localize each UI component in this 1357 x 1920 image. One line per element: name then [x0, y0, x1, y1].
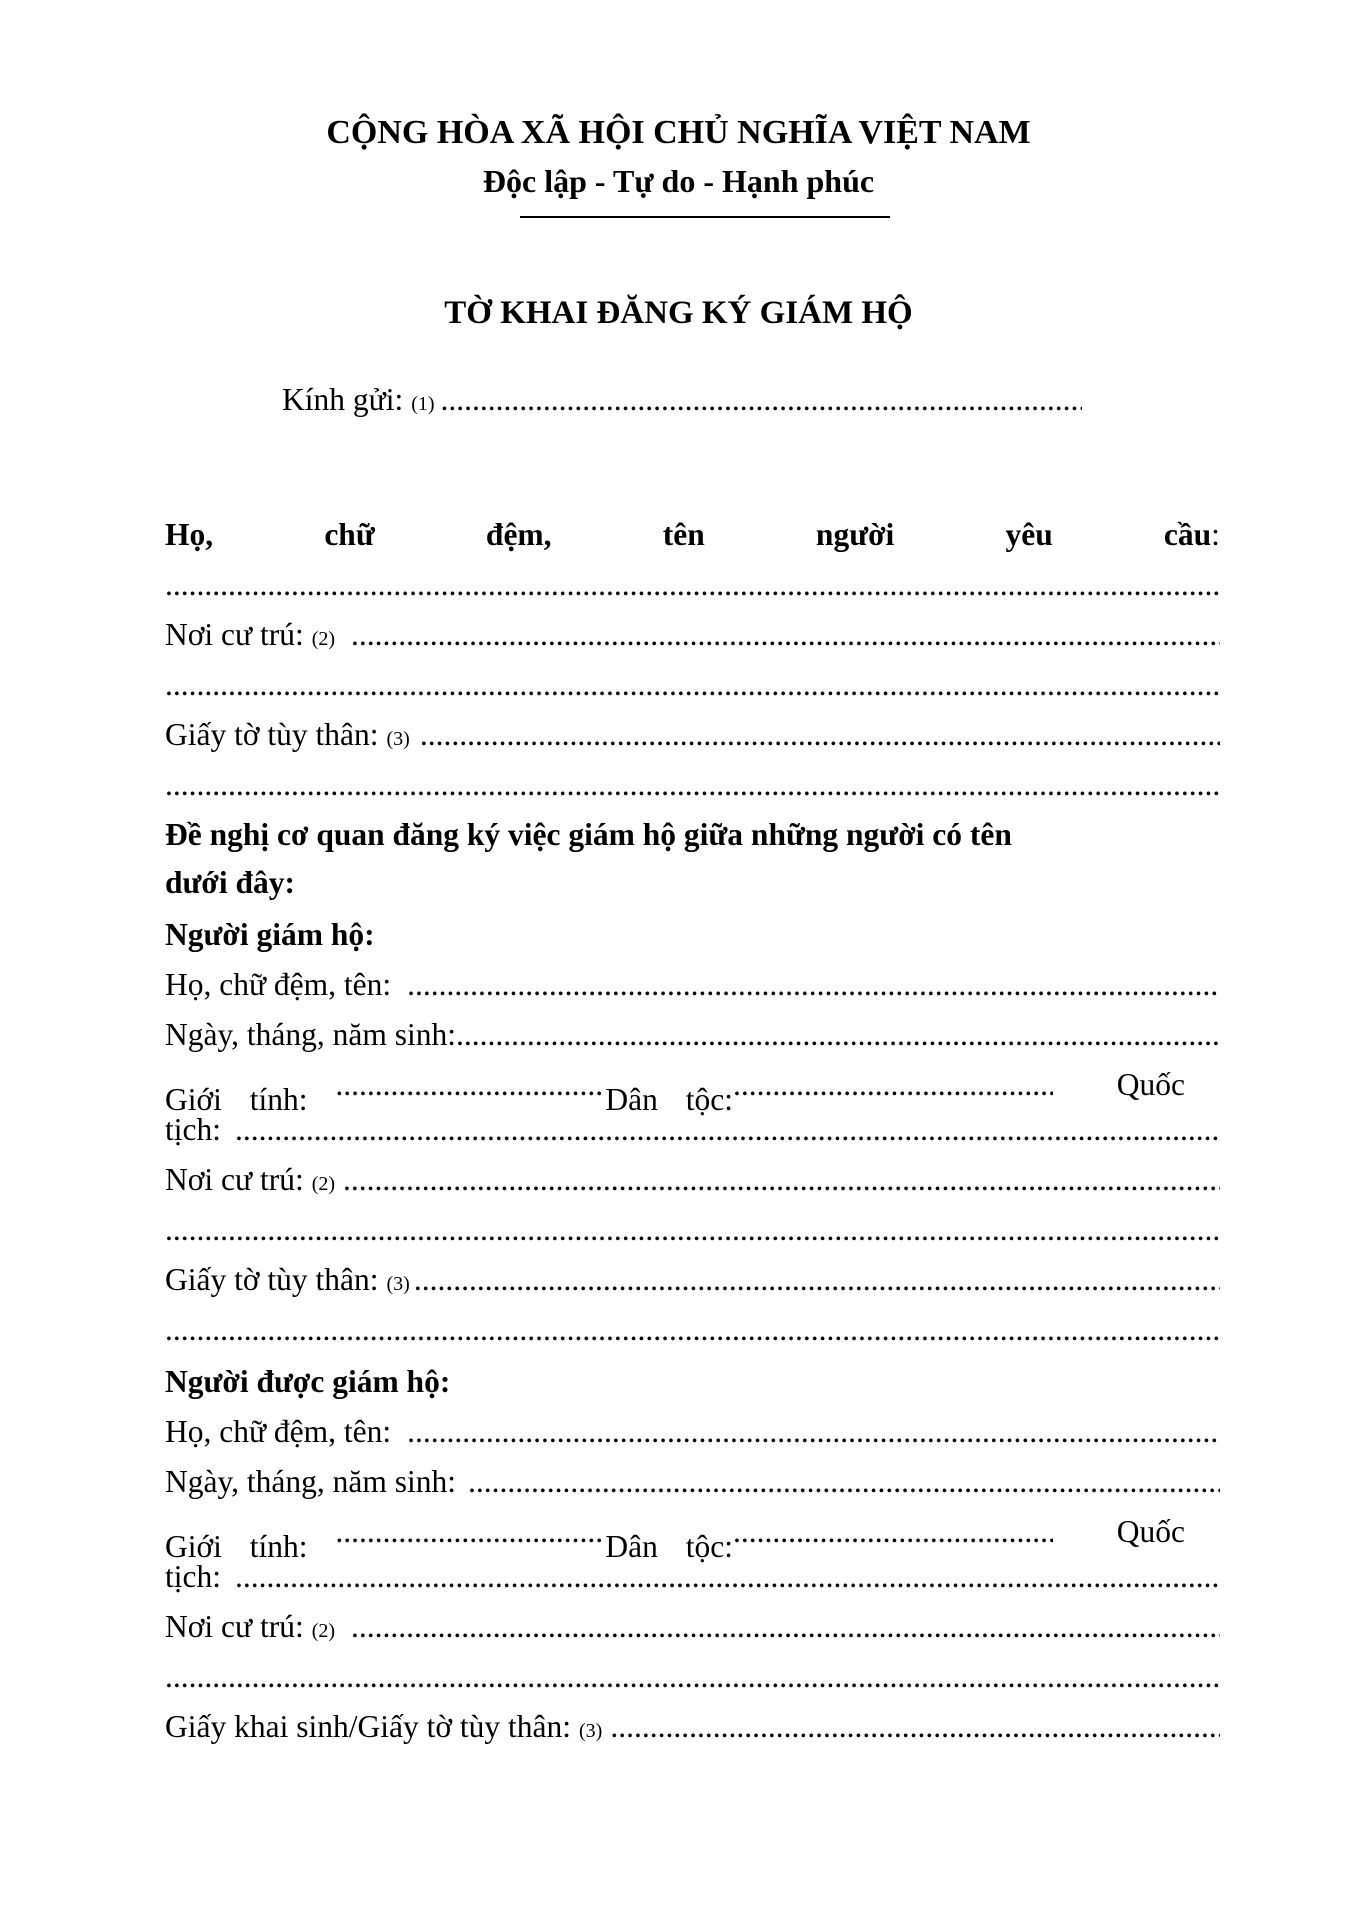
country-name: CỘNG HÒA XÃ HỘI CHỦ NGHĨA VIỆT NAM — [326, 114, 1031, 151]
recipient-line: Kính gửi: (1) ..... — [282, 375, 1082, 425]
recipient-field[interactable] — [441, 375, 1082, 425]
ward-residence-label: Nơi cư trú: — [165, 1609, 304, 1644]
ward-residence-field[interactable] — [351, 1602, 1220, 1652]
ward-ethnicity-label: Dân tộc: — [605, 1529, 734, 1564]
ward-gender-label: Giới tính: — [165, 1529, 308, 1564]
ward-id-row: Giấy khai sinh/Giấy tờ tùy thân: (3) ..... — [165, 1702, 1220, 1752]
guardian-nationality-row — [165, 1105, 1220, 1155]
name-word: Họ, — [165, 517, 214, 552]
requester-residence-cont-row — [165, 660, 1220, 710]
guardian-residence-field-2[interactable] — [165, 1205, 1220, 1255]
ward-nationality-label: Quốc — [1116, 1514, 1185, 1549]
ward-gender-field[interactable] — [335, 1507, 605, 1557]
guardian-nationality-field[interactable] — [235, 1105, 1220, 1155]
guardian-id-cont-row — [165, 1305, 1220, 1355]
name-word: chữ — [324, 517, 375, 552]
requester-residence-field-2[interactable] — [165, 660, 1220, 710]
requester-name-field[interactable] — [165, 560, 1220, 610]
guardian-gender-field[interactable] — [335, 1060, 605, 1110]
guardian-dob-row — [165, 1010, 1220, 1060]
request-statement-2: dưới đây: — [165, 865, 295, 900]
guardian-ethnicity-field[interactable] — [733, 1060, 1053, 1110]
ward-residence-row: Nơi cư trú: (2) ..... — [165, 1602, 1220, 1652]
name-word: đệm, — [485, 517, 552, 552]
guardian-id-label: Giấy tờ tùy thân: — [165, 1262, 379, 1297]
ward-dob-field[interactable] — [468, 1457, 1220, 1507]
requester-residence-label: Nơi cư trú: — [165, 617, 304, 652]
ward-name-label: Họ, chữ đệm, tên: — [165, 1414, 392, 1449]
guardian-residence-cont-row — [165, 1205, 1220, 1255]
requester-id-cont-row — [165, 760, 1220, 810]
guardian-ethnicity-label: Dân tộc: — [605, 1082, 734, 1117]
guardian-name-row — [165, 960, 1220, 1010]
ward-residence-cont-row — [165, 1652, 1220, 1702]
ward-ethnicity-field[interactable] — [733, 1507, 1053, 1557]
requester-id-label: Giấy tờ tùy thân: — [165, 717, 379, 752]
ward-heading: Người được giám hộ: — [165, 1364, 451, 1399]
motto-underline — [520, 216, 890, 218]
name-word: tên — [662, 517, 705, 552]
ward-dob-label: Ngày, tháng, năm sinh: — [165, 1464, 457, 1499]
ward-nationality-row — [165, 1552, 1220, 1602]
ward-dob-row — [165, 1457, 1220, 1507]
guardian-id-row: Giấy tờ tùy thân: (3) ..... — [165, 1255, 1220, 1305]
ward-nationality-field[interactable] — [235, 1552, 1220, 1602]
form-title: TỜ KHAI ĐĂNG KÝ GIÁM HỘ — [444, 295, 913, 331]
guardian-residence-field[interactable] — [343, 1155, 1220, 1205]
requester-residence-row: Nơi cư trú: (2) ..... — [165, 610, 1220, 660]
ward-id-field[interactable] — [610, 1702, 1220, 1752]
requester-name-field-row — [165, 560, 1220, 610]
requester-id-row: Giấy tờ tùy thân: (3) ..... — [165, 710, 1220, 760]
guardian-name-field[interactable] — [407, 960, 1220, 1010]
guardian-id-field-2[interactable] — [165, 1305, 1220, 1355]
ward-id-label: Giấy khai sinh/Giấy tờ tùy thân: — [165, 1709, 571, 1744]
guardian-gender-label: Giới tính: — [165, 1082, 308, 1117]
name-word — [1164, 510, 1220, 560]
requester-id-field[interactable] — [420, 710, 1220, 760]
ward-name-field[interactable] — [407, 1407, 1220, 1457]
name-word: yêu — [1005, 517, 1053, 552]
ward-residence-field-2[interactable] — [165, 1652, 1220, 1702]
guardian-gender-row — [165, 1060, 1185, 1117]
guardian-nationality-label: Quốc — [1116, 1067, 1185, 1102]
guardian-dob-label: Ngày, tháng, năm sinh: — [165, 1017, 457, 1052]
requester-id-field-2[interactable] — [165, 760, 1220, 810]
guardian-residence-row: Nơi cư trú: (2) ..... — [165, 1155, 1220, 1205]
guardian-name-label: Họ, chữ đệm, tên: — [165, 967, 392, 1002]
ward-nationality-label-2: tịch: — [165, 1559, 221, 1594]
guardian-residence-label: Nơi cư trú: — [165, 1162, 304, 1197]
name-colon: : — [1211, 517, 1220, 552]
guardian-heading: Người giám hộ: — [165, 917, 375, 952]
guardian-nationality-label-2: tịch: — [165, 1112, 221, 1147]
name-word-last: cầu — [1163, 517, 1212, 552]
recipient-label: Kính gửi: — [282, 382, 404, 417]
request-statement-1: Đề nghị cơ quan đăng ký việc giám hộ giữa những người có tên — [165, 817, 1012, 852]
guardian-id-field[interactable] — [414, 1255, 1220, 1305]
guardian-dob-field[interactable] — [456, 1010, 1220, 1060]
requester-name-label — [165, 510, 1220, 560]
ward-gender-row — [165, 1507, 1185, 1564]
motto: Độc lập - Tự do - Hạnh phúc — [482, 163, 875, 199]
requester-residence-field[interactable] — [351, 610, 1220, 660]
ward-name-row — [165, 1407, 1220, 1457]
name-word: người — [815, 517, 895, 552]
